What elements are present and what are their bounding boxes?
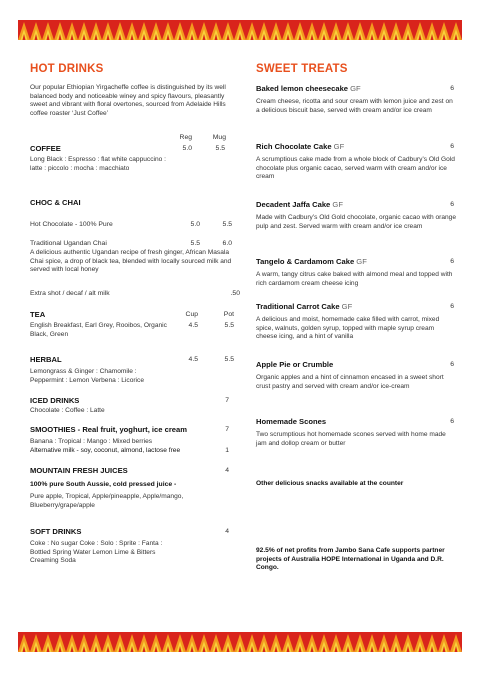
herbal-cup-price: 4.5 [188, 356, 198, 363]
extras-label: Extra shot / decaf / alt milk [30, 290, 110, 297]
coffee-mug-price: 5.5 [215, 145, 225, 152]
smoothies-description: Banana : Tropical : Mango : Mixed berries [30, 438, 153, 445]
treat-description: A scrumptious cake made from a whole block of Cadbury’s Old Gold chocolate plus organic cacao, served warm with cream and/or ice cream [256, 156, 455, 181]
soft-drinks-title: SOFT DRINKS [30, 527, 82, 536]
treat-description: Made with Cadbury’s Old Gold chocolate, organic cacao with orange pulp and zest. Served warm with cream and/or ice cream [256, 214, 456, 230]
top-decorative-band [18, 20, 462, 40]
iced-drinks-title: ICED DRINKS [30, 396, 80, 405]
tea-pot-header: Pot [223, 311, 234, 318]
gluten-free-badge: GF [354, 257, 367, 266]
treat-price: 6 [450, 258, 454, 265]
smoothies-price: 7 [225, 426, 229, 433]
treat-description: Cream cheese, ricotta and sour cream with lemon juice and zest on a delicious biscuit base, served with cream and/or ice cream [256, 98, 453, 114]
treat-description: A delicious and moist, homemade cake filled with carrot, mixed spice, walnuts, golden syrup, topped with maple syrup cream cheese icing, and a hint of vanilla [256, 316, 440, 341]
coffee-description: Long Black : Espresso : flat white cappuccino : latte : piccolo : mocha : macchiato [30, 156, 166, 172]
bottom-decorative-band [18, 632, 462, 652]
treat-description: Organic apples and a hint of cinnamon encased in a sweet short crust pastry and served with cream and/or ice-cream [256, 374, 444, 390]
gluten-free-badge: GF [339, 302, 353, 311]
soft-drinks-price: 4 [225, 528, 229, 535]
treat-title: Homemade Scones [256, 417, 327, 426]
gluten-free-badge: GF [348, 84, 361, 93]
tea-cup-price: 4.5 [188, 322, 198, 329]
chai-mug-price: 6.0 [222, 240, 232, 247]
soft-drinks-description: Coke : No sugar Coke : Solo : Sprite : Fanta : Bottled Spring Water Lemon Lime & Bitters Creaming Soda [30, 540, 163, 565]
profits-note: 92.5% of net profits from Jambo Sana Cafe supports partner projects of Australia HOPE International in Uganda and D.R. Congo. [256, 547, 445, 572]
tea-cup-header: Cup [185, 311, 198, 318]
juices-price: 4 [225, 467, 229, 474]
treat-title: Apple Pie or Crumble [256, 360, 334, 369]
treat-title: Tangelo & Cardamom Cake GF [256, 257, 367, 266]
treat-price: 6 [450, 201, 454, 208]
treat-price: 6 [450, 85, 454, 92]
reg-column-header: Reg [179, 134, 192, 141]
hot-chocolate-mug-price: 5.5 [222, 221, 232, 228]
treat-price: 6 [450, 303, 454, 310]
iced-drinks-price: 7 [225, 397, 229, 404]
hot-drinks-intro: Our popular Ethiopian Yirgacheffe coffee is distinguished by its well balanced body and noticeable winey and spicy flavours, pleasantly sweet and vibrant with floral overtones, sourced from Adelaide Hills coffee roaster ‘Just Coffee’ [30, 84, 226, 117]
juices-title: MOUNTAIN FRESH JUICES [30, 466, 128, 475]
sweet-treats-heading: SWEET TREATS [256, 63, 348, 75]
hot-chocolate-label: Hot Chocolate - 100% Pure [30, 221, 113, 228]
tea-title: TEA [30, 310, 46, 319]
herbal-description: Lemongrass & Ginger : Chamomile : Peppermint : Lemon Verbena : Licorice [30, 368, 144, 384]
tea-pot-price: 5.5 [224, 322, 234, 329]
tea-description: English Breakfast, Earl Grey, Rooibos, Organic Black, Green [30, 322, 167, 338]
chai-label: Traditional Ugandan Chai [30, 240, 107, 247]
hot-chocolate-reg-price: 5.0 [190, 221, 200, 228]
treat-title: Traditional Carrot Cake GF [256, 302, 353, 311]
chai-reg-price: 5.5 [190, 240, 200, 247]
coffee-reg-price: 5.0 [182, 145, 192, 152]
juices-subtitle: 100% pure South Aussie, cold pressed juice - [30, 481, 177, 488]
treat-price: 6 [450, 143, 454, 150]
coffee-title: COFFEE [30, 144, 61, 153]
treat-title: Decadent Jaffa Cake GF [256, 200, 343, 209]
treat-title: Rich Chocolate Cake GF [256, 142, 345, 151]
herbal-title: HERBAL [30, 355, 62, 364]
mug-column-header: Mug [212, 134, 226, 141]
juices-description: Pure apple, Tropical, Apple/pineapple, Apple/mango, Blueberry/grape/apple [30, 493, 184, 509]
gluten-free-badge: GF [330, 200, 343, 209]
hot-drinks-heading: HOT DRINKS [30, 63, 104, 75]
extras-price: .50 [230, 290, 240, 297]
chai-description: A delicious authentic Ugandan recipe of fresh ginger, African Masala Chai spice, a drop of black tea, blended with locally sourced milk and served with local honey [30, 249, 232, 274]
treat-description: A warm, tangy citrus cake baked with almond meal and topped with rich cardamom cream cheese icing [256, 271, 453, 287]
treat-price: 6 [450, 361, 454, 368]
treat-price: 6 [450, 418, 454, 425]
gluten-free-badge: GF [331, 142, 345, 151]
snacks-note: Other delicious snacks available at the counter [256, 480, 404, 487]
smoothies-title: SMOOTHIES - Real fruit, yoghurt, ice cream [30, 425, 187, 434]
iced-drinks-description: Chocolate : Coffee : Latte [30, 407, 105, 414]
treat-title: Baked lemon cheesecake GF [256, 84, 361, 93]
alternative-milk-price: 1 [225, 447, 229, 454]
herbal-pot-price: 5.5 [224, 356, 234, 363]
treat-description: Two scrumptious hot homemade scones served with home made jam and dollop cream or butter [256, 431, 446, 447]
alternative-milk-label: Alternative milk - soy, coconut, almond, lactose free [30, 447, 181, 454]
choc-chai-title: CHOC & CHAI [30, 198, 81, 207]
